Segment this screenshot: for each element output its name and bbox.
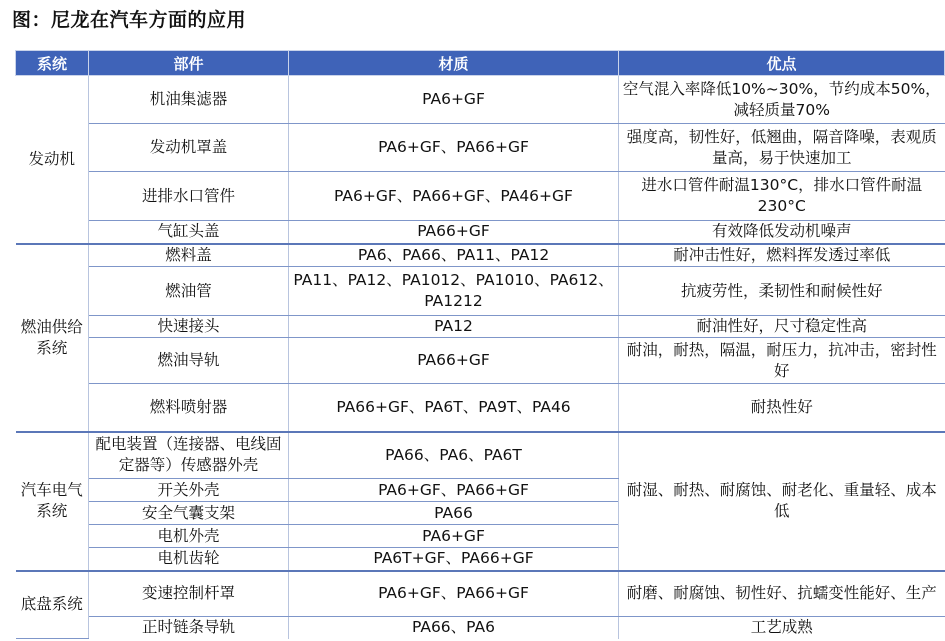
figure-title: 图：尼龙在汽车方面的应用 [12,9,247,31]
advantage-cell: 强度高，韧性好，低翘曲，隔音降噪，表观质量高，易于快速加工 [619,124,945,172]
advantage-cell: 空气混入率降低10%~30%，节约成本50%，减轻质量70% [619,76,945,124]
material-cell: PA6+GF、PA66+GF、PA46+GF [289,172,619,221]
advantage-cell: 工艺成熟 [619,617,945,639]
part-cell: 燃料盖 [89,244,289,267]
header-part: 部件 [89,51,289,76]
material-cell: PA6+GF [289,525,619,548]
part-cell: 电机齿轮 [89,548,289,571]
material-cell: PA12 [289,316,619,338]
table-row [16,384,945,432]
material-cell: PA66+GF [289,221,619,244]
table-row [16,124,945,172]
advantage-cell: 耐热性好 [619,384,945,432]
part-cell: 配电装置（连接器、电线固定器等）传感器外壳 [89,432,289,479]
header-advantage: 优点 [619,51,945,76]
table-row [16,338,945,384]
material-cell: PA6+GF、PA66+GF [289,124,619,172]
system-cell: 燃油供给系统 [16,244,89,432]
part-cell: 安全气囊支架 [89,502,289,525]
table-row [16,617,945,639]
advantage-cell: 耐油性好，尺寸稳定性高 [619,316,945,338]
material-cell: PA66+GF [289,338,619,384]
table-row [16,244,945,267]
advantage-cell: 抗疲劳性，柔韧性和耐候性好 [619,267,945,316]
part-cell: 电机外壳 [89,525,289,548]
system-cell: 发动机 [16,76,89,244]
advantage-cell: 耐冲击性好，燃料挥发透过率低 [619,244,945,267]
part-cell: 开关外壳 [89,479,289,502]
advantage-cell: 有效降低发动机噪声 [619,221,945,244]
table-row [16,432,945,479]
table-row [16,571,945,617]
system-cell: 汽车电气系统 [16,432,89,571]
part-cell: 燃油导轨 [89,338,289,384]
part-cell: 燃油管 [89,267,289,316]
material-cell: PA6、PA66、PA11、PA12 [289,244,619,267]
part-cell: 进排水口管件 [89,172,289,221]
material-cell: PA6+GF、PA66+GF [289,479,619,502]
material-cell: PA6+GF、PA66+GF [289,571,619,617]
advantage-cell: 耐磨、耐腐蚀、韧性好、抗蠕变性能好、生产 [619,571,945,617]
table-row [16,221,945,244]
header-row [16,51,945,76]
table-row [16,172,945,221]
advantage-cell: 耐油，耐热，隔温，耐压力，抗冲击，密封性好 [619,338,945,384]
part-cell: 燃料喷射器 [89,384,289,432]
material-cell: PA66+GF、PA6T、PA9T、PA46 [289,384,619,432]
material-cell: PA6T+GF、PA66+GF [289,548,619,571]
nylon-application-table [15,50,945,639]
material-cell: PA66、PA6、PA6T [289,432,619,479]
material-cell: PA66 [289,502,619,525]
header-system: 系统 [16,51,89,76]
part-cell: 机油集滤器 [89,76,289,124]
system-cell: 底盘系统 [16,571,89,639]
part-cell: 气缸头盖 [89,221,289,244]
header-material: 材质 [289,51,619,76]
material-cell: PA11、PA12、PA1012、PA1010、PA612、PA1212 [289,267,619,316]
table-row [16,76,945,124]
part-cell: 快速接头 [89,316,289,338]
part-cell: 正时链条导轨 [89,617,289,639]
part-cell: 变速控制杆罩 [89,571,289,617]
table-row [16,267,945,316]
part-cell: 发动机罩盖 [89,124,289,172]
advantage-cell: 进水口管件耐温130°C，排水口管件耐温230°C [619,172,945,221]
advantage-cell: 耐湿、耐热、耐腐蚀、耐老化、重量轻、成本低 [619,432,945,571]
table-row [16,316,945,338]
material-cell: PA66、PA6 [289,617,619,639]
material-cell: PA6+GF [289,76,619,124]
